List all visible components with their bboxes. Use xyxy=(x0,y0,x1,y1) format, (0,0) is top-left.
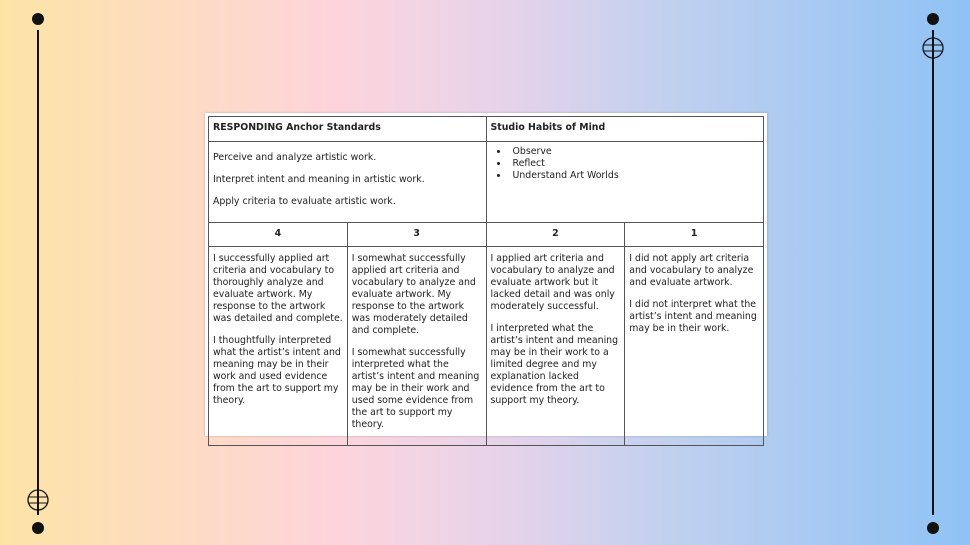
top-right-dot-icon xyxy=(927,13,939,25)
description-paragraph: I did not interpret what the artist’s intent and meaning may be in their work. xyxy=(629,299,757,334)
score-3-header: 3 xyxy=(347,223,486,247)
description-paragraph: I somewhat successfully applied art criteria and vocabulary to analyze and evaluate artwork. My response to the artwork was moderately detailed and complete. xyxy=(351,253,476,336)
score-1-description xyxy=(625,247,764,446)
top-right-circle-ornament-icon xyxy=(922,37,944,59)
anchor-line: Perceive and analyze artistic work. xyxy=(213,152,377,163)
score-4-header: 4 xyxy=(209,223,348,247)
table-row xyxy=(209,142,764,223)
score-3-description xyxy=(347,247,486,446)
description-paragraph: I successfully applied art criteria and vocabulary to thoroughly analyze and evaluate artwork. My response to the artwork was detailed and complete. xyxy=(213,253,343,324)
habit-item: • Understand Art Worlds xyxy=(509,170,760,182)
right-decorative-line xyxy=(932,30,934,515)
top-left-dot-icon xyxy=(32,13,44,25)
score-2-header: 2 xyxy=(486,223,625,247)
table-row xyxy=(209,247,764,446)
anchor-standards-header: RESPONDING Anchor Standards xyxy=(209,117,487,142)
bottom-left-dot-icon xyxy=(32,522,44,534)
description-paragraph: I thoughtfully interpreted what the artist’s intent and meaning may be in their work and used evidence from the art to support my theory. xyxy=(213,335,341,406)
score-1-header: 1 xyxy=(625,223,764,247)
habit-item: • Observe xyxy=(509,146,760,158)
description-paragraph: I somewhat successfully interpreted what the artist’s intent and meaning may be in their work and used some evidence from the art to support my theory. xyxy=(351,347,480,430)
score-4-description xyxy=(209,247,348,446)
anchor-line: Apply criteria to evaluate artistic work. xyxy=(213,196,396,207)
table-row xyxy=(209,223,764,247)
table-row xyxy=(209,117,764,142)
bottom-right-dot-icon xyxy=(927,522,939,534)
left-decorative-line xyxy=(37,30,39,515)
anchor-standards-cell xyxy=(209,142,487,223)
score-2-description xyxy=(486,247,625,446)
habits-header: Studio Habits of Mind xyxy=(486,117,764,142)
rubric-card xyxy=(205,113,767,436)
rubric-table xyxy=(208,116,764,446)
habit-item: • Reflect xyxy=(509,158,760,170)
anchor-line: Interpret intent and meaning in artistic work. xyxy=(213,174,425,185)
description-paragraph: I did not apply art criteria and vocabulary to analyze and evaluate artwork. xyxy=(629,253,754,288)
habits-list xyxy=(491,146,760,182)
habits-cell xyxy=(486,142,764,223)
description-paragraph: I interpreted what the artist’s intent and meaning may be in their work to a limited degree and my explanation lacked evidence from the art to support my theory. xyxy=(490,323,619,406)
description-paragraph: I applied art criteria and vocabulary to analyze and evaluate artwork but it lacked detail and was only moderately successful. xyxy=(490,253,615,312)
bottom-left-circle-ornament-icon xyxy=(27,489,49,511)
